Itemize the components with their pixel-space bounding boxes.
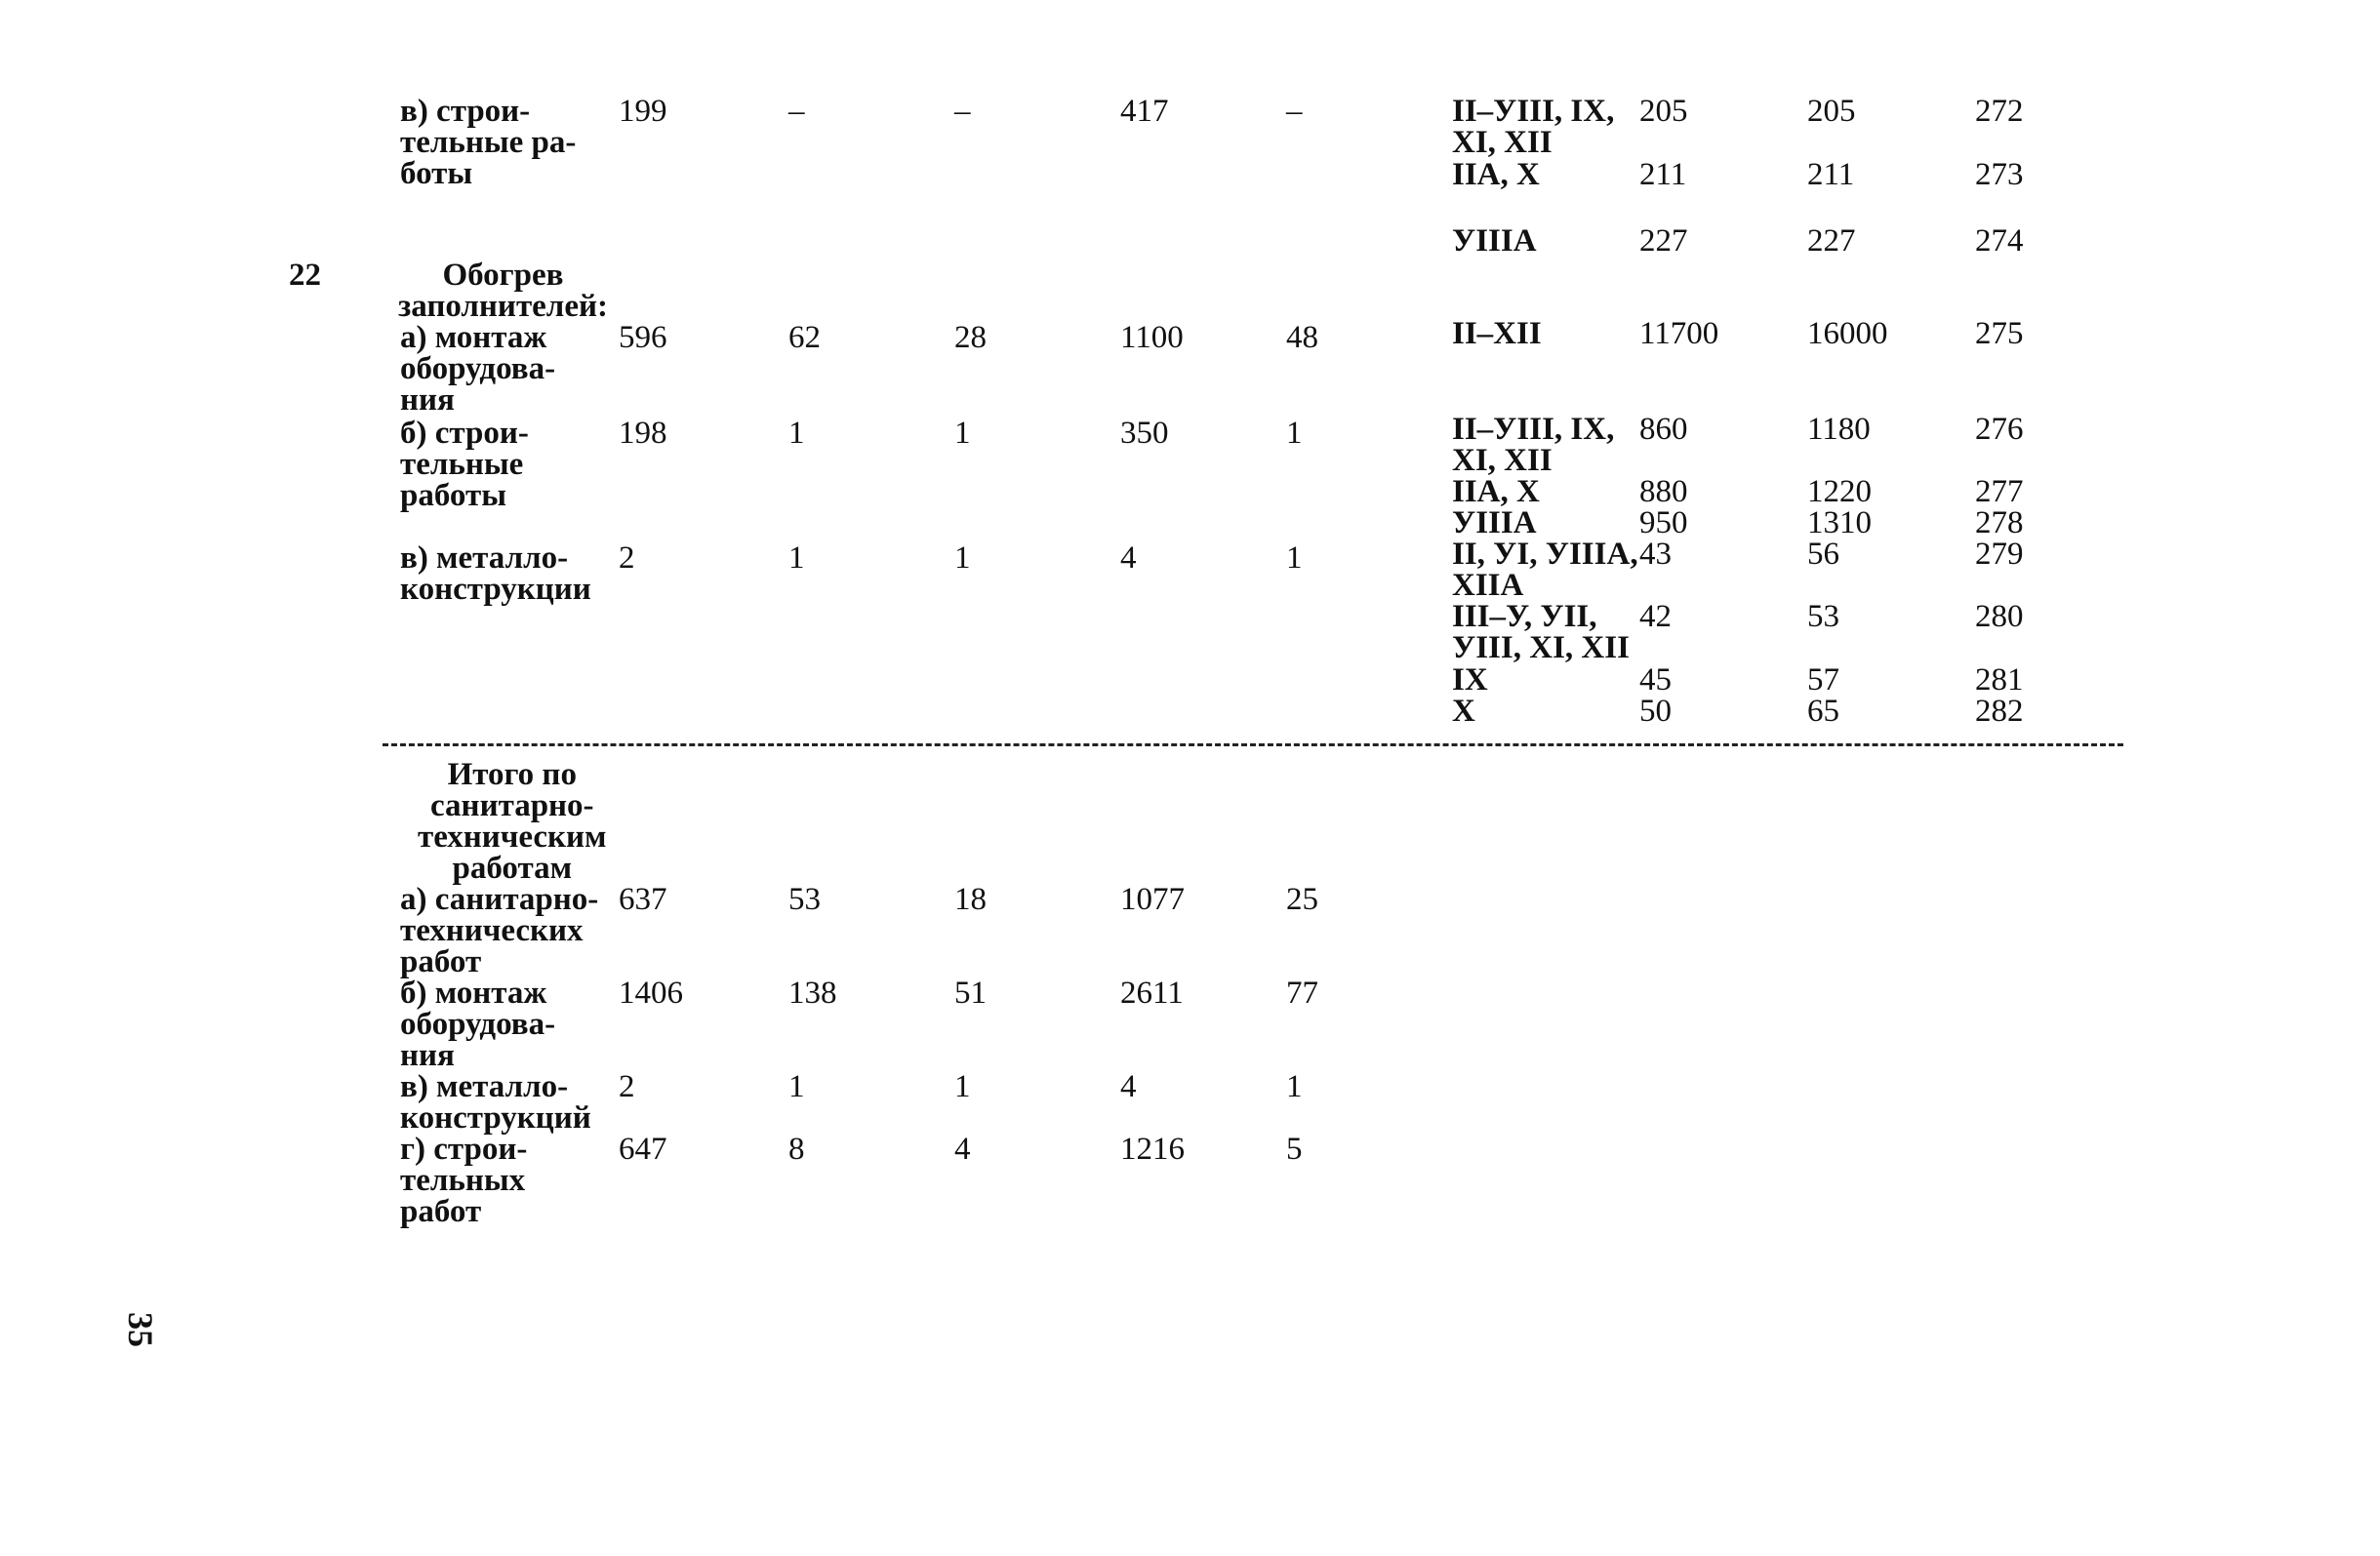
zone-value-a: 880 [1639, 474, 1688, 509]
row-value-c5: – [1286, 94, 1303, 129]
zone-label: IIA, X [1452, 157, 1540, 192]
row-value-c3: 1 [954, 540, 971, 576]
total-value-c3: 1 [954, 1069, 971, 1104]
row-label: а) монтаж оборудова- ния [400, 320, 556, 418]
total-row-label: б) монтаж оборудова- ния [400, 976, 556, 1073]
norm-number: 276 [1975, 412, 2024, 447]
total-value-c2: 1 [788, 1069, 805, 1104]
zone-label: III–У, УII, УIII, XI, XII [1452, 599, 1630, 665]
zone-value-b: 227 [1807, 223, 1856, 259]
zone-value-a: 950 [1639, 505, 1688, 540]
row-number: 22 [289, 258, 321, 293]
row-value-c4: 350 [1120, 416, 1169, 451]
zone-value-a: 42 [1639, 599, 1672, 634]
norm-number: 275 [1975, 316, 2024, 351]
row-value-c4: 417 [1120, 94, 1169, 129]
total-value-c3: 18 [954, 882, 987, 917]
total-row-label: г) строи- тельных работ [400, 1132, 528, 1229]
norm-number: 277 [1975, 474, 2024, 509]
total-value-c2: 138 [788, 976, 837, 1011]
zone-value-a: 227 [1639, 223, 1688, 259]
row-value-c3: 1 [954, 416, 971, 451]
zone-label: II, УI, УIIIA, XIIA [1452, 537, 1638, 603]
row-value-c1: 596 [619, 320, 667, 355]
zone-value-a: 205 [1639, 94, 1688, 129]
zone-value-b: 1310 [1807, 505, 1872, 540]
norm-number: 278 [1975, 505, 2024, 540]
total-row-label: в) металло- конструкций [400, 1069, 591, 1136]
total-value-c5: 77 [1286, 976, 1318, 1011]
section-title: Обогрев заполнителей: [398, 258, 608, 324]
total-value-c1: 647 [619, 1132, 667, 1167]
norm-number: 273 [1975, 157, 2024, 192]
zone-label: IIA, X [1452, 474, 1540, 509]
zone-value-b: 211 [1807, 157, 1855, 192]
total-value-c4: 4 [1120, 1069, 1137, 1104]
row-label: в) металло- конструкции [400, 540, 591, 607]
section-divider [383, 743, 2123, 746]
row-value-c2: 62 [788, 320, 821, 355]
total-value-c1: 1406 [619, 976, 683, 1011]
zone-value-b: 1220 [1807, 474, 1872, 509]
row-label: б) строи- тельные работы [400, 416, 529, 513]
page-number: 35 [121, 1312, 160, 1347]
zone-value-b: 56 [1807, 537, 1839, 572]
zone-value-a: 860 [1639, 412, 1688, 447]
zone-label: II–XII [1452, 316, 1542, 351]
row-value-c1: 2 [619, 540, 635, 576]
row-value-c5: 1 [1286, 540, 1303, 576]
total-value-c3: 51 [954, 976, 987, 1011]
norm-number: 280 [1975, 599, 2024, 634]
zone-value-a: 211 [1639, 157, 1687, 192]
row-label: в) строи- тельные ра- боты [400, 94, 577, 191]
total-value-c2: 8 [788, 1132, 805, 1167]
zone-label: II–УIII, IX, XI, XII [1452, 412, 1615, 478]
totals-title: Итого по санитарно- техническим работам [418, 757, 607, 886]
row-value-c5: 48 [1286, 320, 1318, 355]
row-value-c1: 198 [619, 416, 667, 451]
norm-number: 272 [1975, 94, 2024, 129]
norm-number: 274 [1975, 223, 2024, 259]
row-value-c2: 1 [788, 540, 805, 576]
row-value-c3: – [954, 94, 971, 129]
total-value-c1: 2 [619, 1069, 635, 1104]
zone-label: II–УIII, IX, XI, XII [1452, 94, 1615, 160]
total-row-label: а) санитарно- технических работ [400, 882, 599, 979]
norm-number: 281 [1975, 662, 2024, 698]
zone-value-b: 1180 [1807, 412, 1871, 447]
zone-value-a: 45 [1639, 662, 1672, 698]
total-value-c1: 637 [619, 882, 667, 917]
norm-number: 282 [1975, 694, 2024, 729]
zone-value-a: 50 [1639, 694, 1672, 729]
zone-value-b: 57 [1807, 662, 1839, 698]
row-value-c1: 199 [619, 94, 667, 129]
zone-value-a: 43 [1639, 537, 1672, 572]
zone-label: X [1452, 694, 1475, 729]
zone-label: УIIIA [1452, 505, 1537, 540]
total-value-c2: 53 [788, 882, 821, 917]
zone-value-b: 53 [1807, 599, 1839, 634]
row-value-c4: 1100 [1120, 320, 1184, 355]
zone-label: IX [1452, 662, 1488, 698]
total-value-c3: 4 [954, 1132, 971, 1167]
total-value-c5: 1 [1286, 1069, 1303, 1104]
row-value-c5: 1 [1286, 416, 1303, 451]
total-value-c4: 1216 [1120, 1132, 1185, 1167]
row-value-c3: 28 [954, 320, 987, 355]
total-value-c5: 25 [1286, 882, 1318, 917]
zone-value-a: 11700 [1639, 316, 1719, 351]
total-value-c5: 5 [1286, 1132, 1303, 1167]
zone-value-b: 205 [1807, 94, 1856, 129]
total-value-c4: 1077 [1120, 882, 1185, 917]
zone-value-b: 16000 [1807, 316, 1888, 351]
norm-number: 279 [1975, 537, 2024, 572]
row-value-c2: 1 [788, 416, 805, 451]
zone-value-b: 65 [1807, 694, 1839, 729]
total-value-c4: 2611 [1120, 976, 1184, 1011]
row-value-c4: 4 [1120, 540, 1137, 576]
zone-label: УIIIA [1452, 223, 1537, 259]
row-value-c2: – [788, 94, 805, 129]
